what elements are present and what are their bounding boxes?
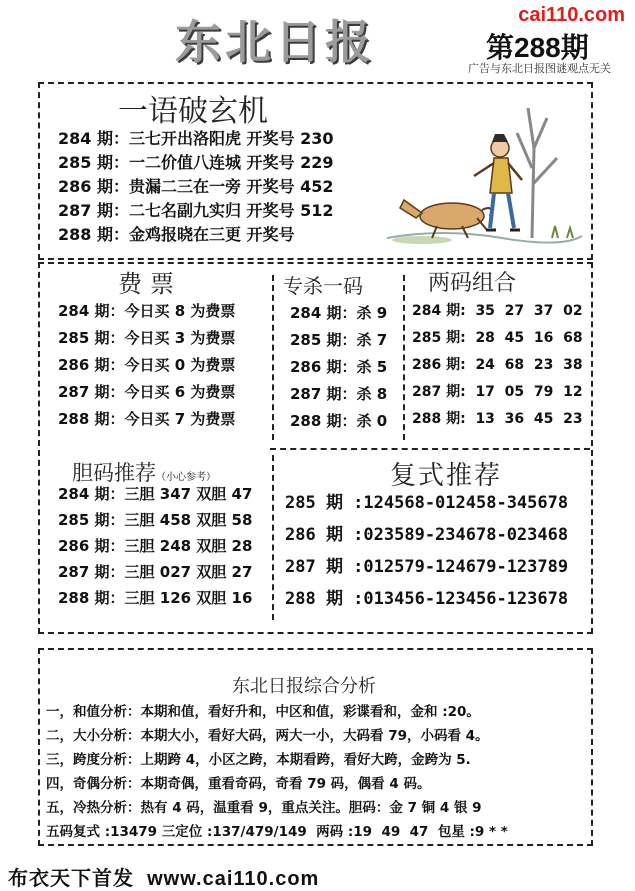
danma-row: 288 期：三胆 126 双胆 16 [58, 589, 253, 607]
liangma-list [412, 300, 583, 435]
yiyu-row: 285 期：一二价值八连城 开奖号 229 [58, 153, 334, 172]
analysis-row: 二，大小分析：本期大小，看好大码，两大一小，大码看 79，小码看 4。 [46, 728, 489, 744]
yiyu-row: 287 期：二七名副九实归 开奖号 512 [58, 201, 334, 220]
danma-note: （小心参考） [156, 472, 216, 483]
divider-vertical-3 [272, 455, 274, 620]
liangma-row: 285 期: 28 45 16 68 [412, 330, 583, 346]
analysis-row: 五，冷热分析：热有 4 码，温重看 9，重点关注。胆码：金 7 铜 4 银 9 [46, 800, 482, 816]
analysis-row: 一，和值分析：本期和值，看好升和，中区和值，彩谍看和，金和 :20。 [46, 704, 480, 720]
liangma-row: 286 期: 24 68 23 38 [412, 357, 583, 373]
analysis-row: 五码复式 :13479 三定位 :137/479/149 两码 :19 49 47 包星 :9 * * [46, 824, 508, 840]
fushi-row: 286 期 :023589-234678-023468 [285, 525, 569, 545]
yiyu-list [58, 126, 334, 246]
liangma-title: 两码组合 [428, 271, 517, 296]
feipiao-row: 287 期：今日买 6 为费票 [58, 383, 236, 401]
danma-title: 胆码推荐 [72, 461, 156, 485]
analysis-row: 三，跨度分析：上期跨 4，小区之跨，本期看跨，看好大跨，金跨为 5. [46, 752, 471, 768]
yiyu-row: 284 期：三七开出洛阳虎 开奖号 230 [58, 129, 334, 148]
feipiao-row: 285 期：今日买 3 为费票 [58, 329, 236, 347]
zhuansha-title: 专杀一码 [283, 274, 363, 298]
fushi-list [285, 488, 568, 616]
liangma-row: 284 期: 35 27 37 02 [412, 303, 583, 319]
fushi-title: 复式推荐 [390, 461, 503, 491]
footer-brand: 布衣天下首发 www.cai110.com [8, 868, 320, 890]
disclaimer-text: 广告与东北日报图谜观点无关 [468, 62, 611, 75]
analysis-list [46, 700, 508, 844]
yiyu-row: 288 期：金鸡报晓在三更 开奖号 [58, 225, 295, 244]
danma-row: 287 期：三胆 027 双胆 27 [58, 563, 253, 581]
feipiao-title: 费票 [118, 270, 182, 298]
yiyu-title: 一语破玄机 [118, 94, 268, 129]
danma-row: 285 期：三胆 458 双胆 58 [58, 511, 253, 529]
liangma-row: 288 期: 13 36 45 23 [412, 411, 583, 427]
masthead-title: 东北日报 [175, 15, 375, 69]
divider-vertical-2 [403, 275, 405, 440]
analysis-row: 四，奇偶分析：本期奇偶，重看奇码，奇看 79 码，偶看 4 码。 [46, 776, 431, 792]
fushi-row: 287 期 :012579-124679-123789 [285, 557, 569, 577]
zhuansha-row: 285 期：杀 7 [290, 331, 388, 349]
zhuansha-list [290, 302, 387, 437]
danma-list [58, 483, 252, 613]
zhuansha-row: 284 期：杀 9 [290, 304, 388, 322]
divider-vertical-1 [272, 275, 274, 440]
analysis-title: 东北日报综合分析 [232, 676, 376, 697]
site-link[interactable]: cai110.com [518, 4, 625, 26]
liangma-row: 287 期: 17 05 79 12 [412, 384, 583, 400]
danma-row: 284 期：三胆 347 双胆 47 [58, 485, 253, 503]
zhuansha-row: 286 期：杀 5 [290, 358, 388, 376]
zhuansha-row: 288 期：杀 0 [290, 412, 388, 430]
feipiao-row: 288 期：今日买 7 为费票 [58, 410, 236, 428]
zhuansha-row: 287 期：杀 8 [290, 385, 388, 403]
feipiao-row: 284 期：今日买 8 为费票 [58, 302, 236, 320]
divider-horizontal [270, 448, 590, 450]
feipiao-list [58, 300, 235, 435]
danma-row: 286 期：三胆 248 双胆 28 [58, 537, 253, 555]
man-with-fallen-horse-illustration [382, 88, 587, 253]
yiyu-row: 286 期：贵漏二三在一旁 开奖号 452 [58, 177, 334, 196]
fushi-row: 285 期 :124568-012458-345678 [285, 493, 569, 513]
feipiao-row: 286 期：今日买 0 为费票 [58, 356, 236, 374]
fushi-row: 288 期 :013456-123456-123678 [285, 589, 569, 609]
issue-number: 第288期 [486, 32, 589, 63]
